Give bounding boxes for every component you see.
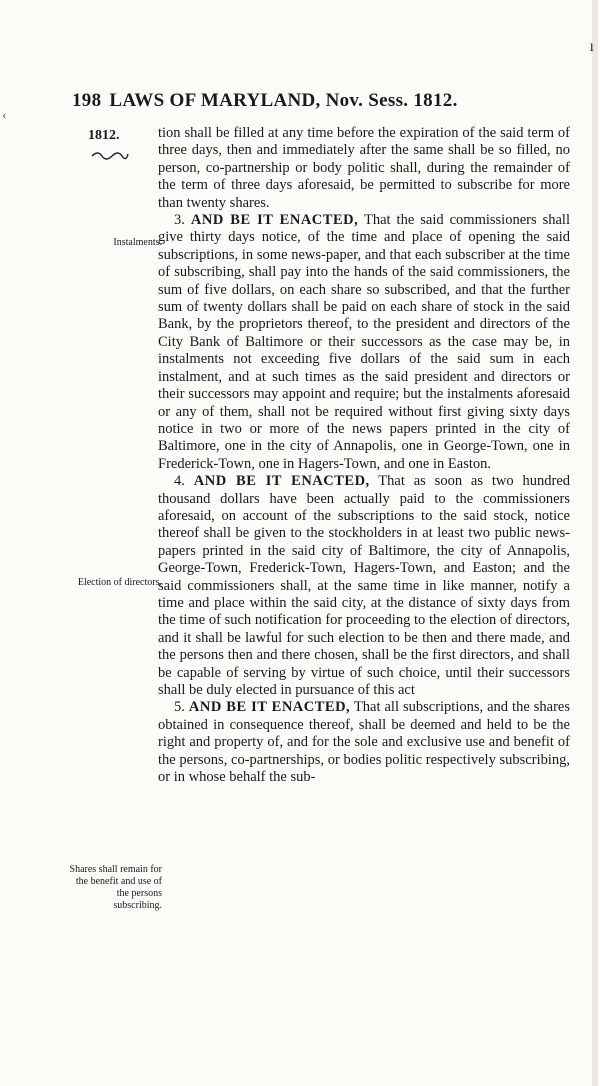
paragraph-continuation: tion shall be filled at any time before the expiration of the said term of three days, then and immediately after the same shall be so filled, no person, co-partnership or body politic shall, during the remainder of the term of three days aforesaid, be permitted to subscribe for more than twenty shares.	[158, 125, 570, 211]
section-3-number: 3.	[174, 212, 185, 229]
section-4-enact: AND BE IT ENACTED,	[193, 473, 370, 490]
edge-mark-right: ı	[589, 38, 594, 55]
section-5	[158, 699, 570, 786]
edge-mark-left: ‹	[2, 108, 7, 123]
section-5-number: 5.	[174, 699, 185, 716]
page-number: 198	[72, 90, 102, 111]
margin-note-instalments: Instalments.	[113, 237, 162, 248]
header-title: LAWS OF MARYLAND, Nov. Sess. 1812.	[109, 90, 458, 111]
section-3-text: That the said commissioners shall give thirty days notice, of the time and place of opening the said subscriptions, in some news-paper, and that each subscriber at the time of subscribing, shall pay into the hands of the said commissioners, the sum of five dollars, on each share so subscribed, and that the further sum of twenty dollars shall be paid on each share of stock in the said Bank, by the proprietors thereof, to the president and directors of the City Bank of Baltimore or their successors as the case may be, in instalments not exceeding five dollars of the said sum in each instalment, and at such times as the said president and directors or their successors may appoint and require; but the instalments aforesaid or any of them, shall not be required without first giving sixty days notice in two or more of the news papers printed in the city of Baltimore, one in the city of Annapolis, one in George-Town, one in Frederick-Town, one in Hagers-Town, and one in Easton.	[158, 212, 570, 472]
margin-note-election: Election of directors.	[77, 577, 162, 588]
section-4	[158, 473, 570, 699]
margin-year: 1812.	[88, 128, 120, 143]
running-header	[72, 90, 532, 112]
margin-note-shares: Shares shall remain for the benefit and use of the persons subscribing.	[69, 864, 162, 911]
body-text	[158, 125, 570, 786]
section-3-enact: AND BE IT ENACTED,	[190, 212, 359, 229]
section-4-number: 4.	[174, 473, 185, 490]
section-5-enact: AND BE IT ENACTED,	[188, 699, 351, 716]
section-5-text: That all subscriptions, and the shares obtained in consequence thereof, shall be deemed and held to be the right and property of, and for the sole and exclusive use and benefit of the persons, co-partnerships, or bodies politic respectively subscribing, or in whose behalf the sub-	[158, 699, 570, 786]
section-3	[158, 212, 570, 473]
page-edge	[589, 0, 598, 1086]
section-4-text: That as soon as two hundred thousand dollars have been actually paid to the commissioners aforesaid, on account of the subscriptions to the said stock, notice thereof shall be given to the stockholders in at least two public news-papers printed in the said city of Baltimore, the city of Annapolis, George-Town, Frederick-Town, Hagers-Town, and Easton; and the said commissioners shall, at the same time in like manner, notify a time and place within the said city, at the distance of sixty days from the time of such notification for proceeding to the election of directors, and it shall be lawful for such election to be then and there made, and the persons then and there chosen, shall be the first directors, and shall be capable of serving by virtue of such choice, until their successors shall be duly elected in pursuance of this act	[158, 473, 571, 698]
flourish-ornament	[90, 148, 130, 162]
